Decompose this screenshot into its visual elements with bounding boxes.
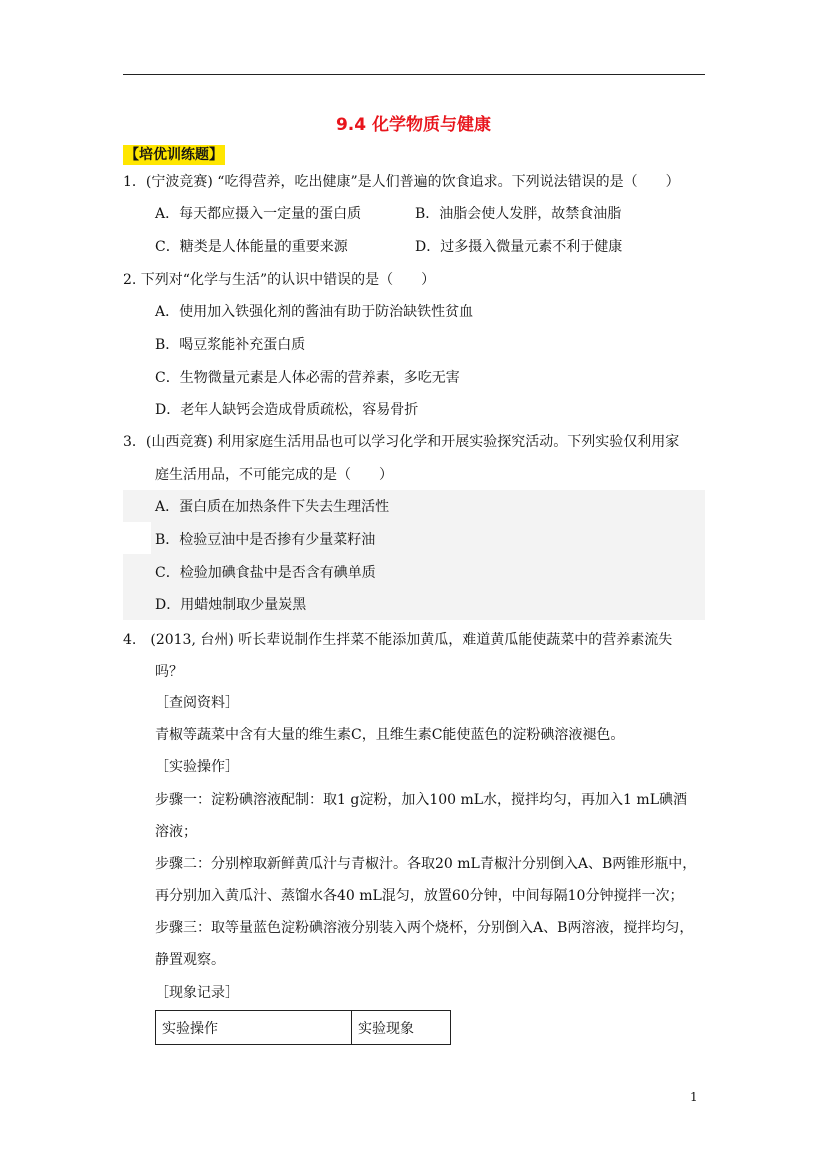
q2-option-c: C．生物微量元素是人体必需的营养素，多吃无害	[155, 370, 460, 386]
q1-option-c: C．糖类是人体能量的重要来源	[155, 239, 348, 255]
q3-stem-line1: 3．(山西竞赛) 利用家庭生活用品也可以学习化学和开展实验探究活动。下列实验仅利用家	[123, 434, 680, 450]
q3-option-d: D．用蜡烛制取少量炭黑	[155, 597, 307, 613]
q4-stem-line2: 吗？	[155, 664, 183, 680]
q2-option-b: B．喝豆浆能补充蛋白质	[155, 337, 306, 353]
q4-operation-heading: ［实验操作］	[155, 759, 239, 775]
q2-stem: 2. 下列对“化学与生活”的认识中错误的是（ ）	[123, 272, 436, 288]
q3-option-a: A．蛋白质在加热条件下失去生理活性	[155, 499, 390, 515]
q1-option-b: B．油脂会使人发胖，故禁食油脂	[415, 206, 622, 222]
table-header-operation: 实验操作	[156, 1011, 352, 1045]
q4-step3-line1: 步骤三：取等量蓝色淀粉碘溶液分别装入两个烧杯，分别倒入A、B两溶液，搅拌均匀，	[155, 920, 694, 936]
q4-stem-line1: 4. (2013, 台州) 听长辈说制作生拌菜不能添加黄瓜，难道黄瓜能使蔬菜中的营养素流失	[123, 632, 673, 648]
section-label: 【培优训练题】	[125, 147, 223, 163]
q3-option-c: C．检验加碘食盐中是否含有碘单质	[155, 565, 376, 581]
q4-step2-line1: 步骤二：分别榨取新鲜黄瓜汁与青椒汁。各取20 mL青椒汁分别倒入A、B两锥形瓶中，	[155, 856, 697, 872]
table-row	[156, 1011, 451, 1045]
page-number: 1	[690, 1090, 698, 1104]
q4-step1-line1: 步骤一：淀粉碘溶液配制：取1 g淀粉，加入100 mL水，搅拌均匀，再加入1 mL碘酒	[155, 792, 687, 808]
q2-option-d: D．老年人缺钙会造成骨质疏松，容易骨折	[155, 402, 419, 418]
header-rule	[123, 74, 705, 75]
q3-option-b: B．检验豆油中是否掺有少量菜籽油	[155, 532, 376, 548]
q4-step1-line2: 溶液；	[155, 824, 197, 840]
q2-option-a: A．使用加入铁强化剂的酱油有助于防治缺铁性贫血	[155, 304, 474, 320]
q1-option-a: A．每天都应摄入一定量的蛋白质	[155, 206, 362, 222]
q4-consult-heading: ［查阅资料］	[155, 695, 239, 711]
q3-shading-notch	[123, 522, 151, 554]
observation-table	[155, 1010, 451, 1045]
q4-step3-line2: 静置观察。	[155, 952, 225, 968]
q4-step2-line2: 再分别加入黄瓜汁、蒸馏水各40 mL混匀，放置60分钟，中间每隔10分钟搅拌一次；	[155, 888, 684, 904]
table-header-phenomenon: 实验现象	[352, 1011, 451, 1045]
page-title: 9.4 化学物质与健康	[335, 115, 492, 135]
q3-stem-line2: 庭生活用品，不可能完成的是（ ）	[155, 467, 393, 483]
q1-option-d: D．过多摄入微量元素不利于健康	[415, 239, 623, 255]
q4-consult-text: 青椒等蔬菜中含有大量的维生素C，且维生素C能使蓝色的淀粉碘溶液褪色。	[155, 727, 625, 743]
q4-record-heading: ［现象记录］	[155, 985, 239, 1001]
q1-stem: 1．(宁波竞赛) “吃得营养，吃出健康”是人们普遍的饮食追求。下列说法错误的是（ ）	[123, 174, 680, 190]
